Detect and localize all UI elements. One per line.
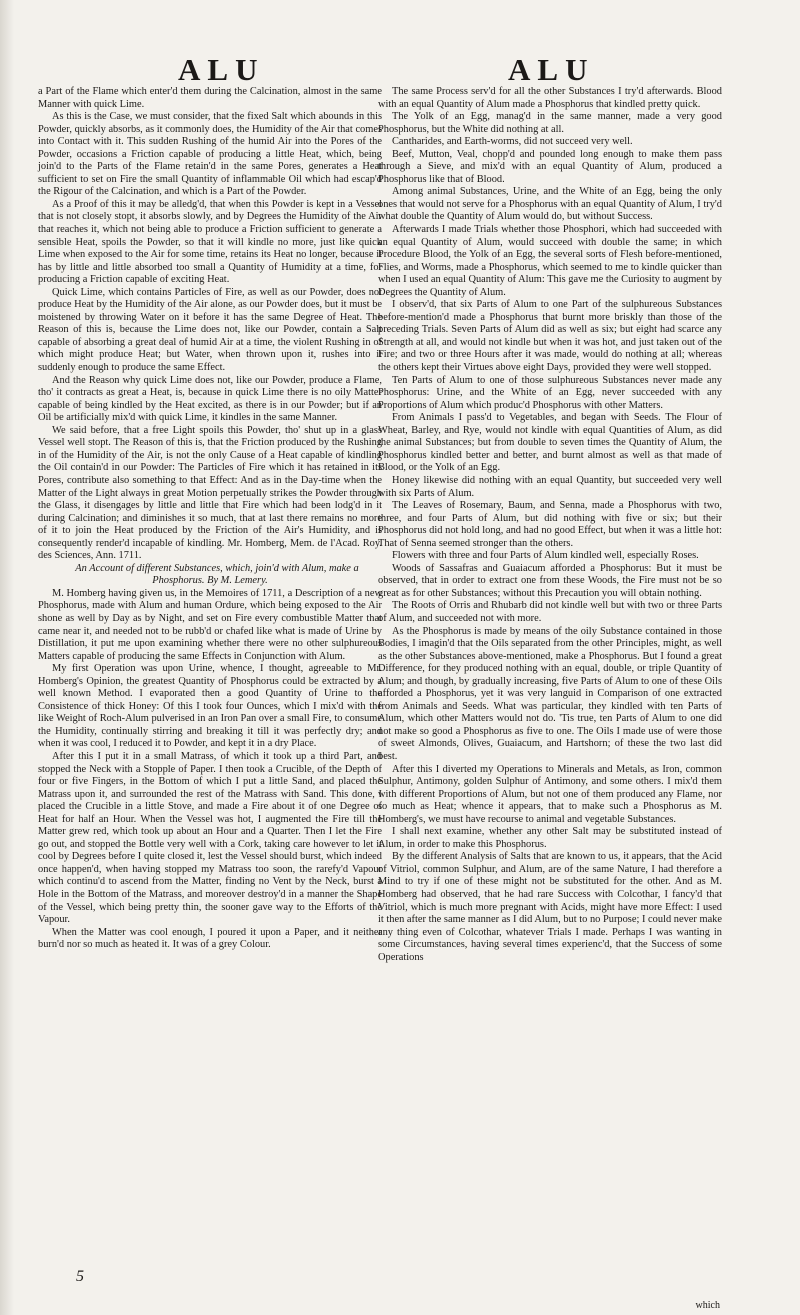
- paragraph: The Roots of Orris and Rhubarb did not kindle well but with two or three Parts of Alum, and succeeded not with more.: [378, 600, 722, 624]
- catchword: which: [695, 1300, 720, 1311]
- running-head-right: ALU: [508, 52, 595, 87]
- paragraph: After this I diverted my Operations to Minerals and Metals, as Iron, common Sulphur, Antimony, golden Sulphur of Antimony, and some others. I mix'd them with different Proportions of Alum, but not one of them produced any Flame, nor so much as Heat; whence it appears, that to make such a Phosphorus as M. Homberg's, we must have recourse to animal and vegetable Substances.: [378, 763, 722, 825]
- paragraph: As the Phosphorus is made by means of the oily Substance contained in those Bodies, I imagin'd that the Oils separated from the other Principles, might, as well as the other Substances above-mentioned, make a Phosphorus. But I found a great Difference, for they produced nothing with an equal, double, or triple Quantity of Alum; and though, by gradually increasing, five Parts of Alum to one of these Oils afforded a Phosphorus, yet it was very languid in Comparison of one extracted from Animals and Seeds. What was particular, they kindled with ten Parts of Alum, which other Matters would not do. 'Tis true, ten Parts of Alum to one did not make so good a Phosphorus as five to one. The Oils I made use of were those of sweet Almonds, Olives, Guaiacum, and Hartshorn; of these the two last did best.: [378, 625, 722, 762]
- paragraph: Among animal Substances, Urine, and the White of an Egg, being the only ones that would not serve for a Phosphorus with an equal Quantity of Alum, I try'd what double the Quantity of Alum would do, but without Success.: [378, 186, 722, 223]
- paragraph: We said before, that a free Light spoils this Powder, tho' shut up in a glass Vessel well stopt. The Reason of this is, that the Friction produced by the Rushing in of the Humidity of the Air, is not the only Cause of a Heat capable of kindling the Oil contain'd in our Powder: The Particles of Fire which it has retained in its Pores, contribute also something to that Effect: And as in the Day-time when the Matter of the Light always in great Motion perpetually strikes the Powder through the Glass, it disengages by little and little that Fire which had been lodg'd in it during Calcination; and diminishes it so much, that at last there remains no more of it to join the Heat produced by the Friction of the Air's Humidity, and is consequently render'd incapable of kindling. Mr. Homberg, Mem. de l'Acad. Roy. des Sciences, Ann. 1711.: [38, 424, 382, 562]
- paragraph: As a Proof of this it may be alledg'd, that when this Powder is kept in a Vessel that is not closely stopt, it absorbs slowly, and by Degrees the Humidity of the Air that reaches it, which not being able to produce a Friction sufficient to generate a sensible Heat, spoils the Powder, so that it will kindle no more, just like quick Lime when exposed to the Air for some time, retains its Heat no longer, because it has by little and little absorbed too small a Quantity of Humidity at a time, for producing a Friction capable of exciting Heat.: [38, 198, 382, 286]
- running-head-left: ALU: [178, 52, 265, 87]
- paragraph: I shall next examine, whether any other Salt may be substituted instead of Alum, in order to make this Phosphorus.: [378, 826, 722, 850]
- section-title: An Account of different Substances, which, join'd with Alum, make a Phosphorus. By M. Lemery.: [75, 562, 359, 587]
- paragraph: M. Homberg having given us, in the Memoires of 1711, a Description of a new Phosphorus, made with Alum and human Ordure, which being exposed to the Air shone as well by Day as by Night, and set on Fire every combustible Matter that came near it, and needed not to be rubb'd or chafed like what is made of Urine by Distillation, it put me upon examining whether there were no other sulphureous Matters capable of producing the same Effects in Conjunction with Alum.: [38, 587, 382, 662]
- paragraph: From Animals I pass'd to Vegetables, and began with Seeds. The Flour of Wheat, Barley, and Rye, would not kindle with equal Quantities of Alum, as did the animal Substances; but from double to seven times the Quantity of Alum, the Phosphorus kindled better and better, and burnt almost as well as that made of Blood, or the Yolk of an Egg.: [378, 412, 722, 474]
- right-column: [378, 86, 722, 964]
- paragraph: The Yolk of an Egg, manag'd in the same manner, made a very good Phosphorus, but the White did nothing at all.: [378, 111, 722, 135]
- paragraph: Honey likewise did nothing with an equal Quantity, but succeeded very well with six Parts of Alum.: [378, 474, 722, 499]
- page-gutter-shadow: [0, 0, 14, 1315]
- paragraph: As this is the Case, we must consider, that the fixed Salt which abounds in this Powder, quickly absorbs, as it commonly does, the Humidity of the Air that comes into Contact with it. This sudden Rushing of the humid Air into the Pores of the Powder, occasions a Friction capable of producing a little Heat, which, being join'd to the Parts of the Flame retain'd in the same Pores, generates a Heat sufficient to set on Fire the small Quantity of inflammable Oil which had escap'd the Rigour of the Calcination, and which is a Part of the Powder.: [38, 111, 382, 198]
- paragraph: Beef, Mutton, Veal, chopp'd and pounded long enough to make them pass through a Sieve, and mix'd with an equal Quantity of Alum, produced a Phosphorus like that of Blood.: [378, 148, 722, 185]
- paragraph: When the Matter was cool enough, I poured it upon a Paper, and it neither burn'd nor so much as heated it. It was of a grey Colour.: [38, 926, 382, 951]
- paragraph: The same Process serv'd for all the other Substances I try'd afterwards. Blood with an equal Quantity of Alum made a Phosphorus that kindled pretty quick.: [378, 86, 722, 110]
- paragraph: Quick Lime, which contains Particles of Fire, as well as our Powder, does not produce Heat by the Humidity of the Air alone, as our Powder does, but it must be moistened by throwing Water on it before it has the same Degree of Heat. The Reason of this is, because the Lime does not, like our Powder, contain a Salt capable of absorbing a great deal of humid Air at a time, the violent Rushing in of which might produce Heat; but Water, when thrown upon it, rushes into it suddenly enough to produce the same Effect.: [38, 286, 382, 374]
- paragraph: I observ'd, that six Parts of Alum to one Part of the sulphureous Substances before-mention'd made a Phosphorus that burnt more briskly than those of the preceding Trials. Seven Parts of Alum did as well as six; but eight had scarce any Strength at all, and would not kindle but when it was hot, and just taken out of the Fire; and two or three Hours after it was made, would do nothing at all; whereas the others kept their Virtues above eight Days, provided they were well stopped.: [378, 299, 722, 374]
- paragraph: And the Reason why quick Lime does not, like our Powder, produce a Flame, tho' it contracts as great a Heat, is, because in quick Lime there is no oily Matter capable of being kindled by the Heat excited, as there is in our Powder; but if an Oil be artificially mix'd with quick Lime, it kindles in the same Manner.: [38, 374, 382, 424]
- paragraph: After this I put it in a small Matrass, of which it took up a third Part, and stopped the Neck with a Stopple of Paper. I then took a Crucible, of the Depth of four or five Fingers, in the Bottom of which I put a little Sand, and placed the Matrass upon it, and surrounded the rest of the Matrass with Sand. This done, I placed the Crucible in a little Stove, and made a Fire about it of one Degree of Heat for half an Hour. When the Vessel was hot, I augmented the Fire till the Matter grew red, which took up about an Hour and a Quarter. Then I let the Fire go out, and stopped the Bottle very well with a Cork, taking care however to let it cool by Degrees before I quite closed it, lest the Vessel should burst, which indeed once happen'd, when having stopped my Matrass too soon, the rarefy'd Vapour which continu'd to ascend from the Matter, finding no Vent by the Neck, burst a Hole in the Bottom of the Matrass, and moreover destroy'd in a manner the Shape of the Vessel, which being pretty thin, the sooner gave way to the Efforts of the Vapour.: [38, 750, 382, 926]
- paragraph: Cantharides, and Earth-worms, did not succeed very well.: [392, 136, 633, 148]
- paragraph: a Part of the Flame which enter'd them during the Calcination, almost in the same Manner with quick Lime.: [38, 86, 382, 110]
- paragraph: Ten Parts of Alum to one of those sulphureous Substances never made any Phosphorus: Urine, and the White of an Egg, never succeeded with any Proportions of Alum which produc'd Phosphorus with other Matters.: [378, 374, 722, 411]
- paragraph: Woods of Sassafras and Guaiacum afforded a Phosphorus: But it must be observed, that in order to extract one from these Woods, the Fire must not be so great as for other Substances; without this Precaution you will obtain nothing.: [378, 562, 722, 599]
- paragraph: Flowers with three and four Parts of Alum kindled well, especially Roses.: [392, 550, 699, 562]
- paragraph: My first Operation was upon Urine, whence, I thought, agreeable to Mr. Homberg's Opinion, the greatest Quantity of Phosphorus could be extracted by a well known Method. I evaporated then a good Quantity of Urine to the Consistence of thick Honey: Of this I took four Ounces, which I mix'd with the like Weight of Roch-Alum pulverised in an Iron Pan over a small Fire, to consume the Humidity, continually stirring and breaking it till it was perfectly dry; and when it was cool, I reduced it to Powder, and kept it in a dry Place.: [38, 663, 382, 750]
- page-number: 5: [76, 1268, 84, 1285]
- paragraph: Afterwards I made Trials whether those Phosphori, which had succeeded with an equal Quantity of Alum, would succeed with double the same; in which Procedure Blood, the Yolk of an Egg, the several sorts of Flesh before-mentioned, Flies, and Worms, made a Phosphorus, which seemed to me to kindle quicker than when I used an equal Quantity of Alum: This gave me the Curiosity to augment by Degrees the Quantity of Alum.: [378, 224, 722, 298]
- paragraph: The Leaves of Rosemary, Baum, and Senna, made a Phosphorus with two, three, and four Parts of Alum, but did nothing with five or six; but their Phosphorus did not hold long, and had no good Effect, but when it was a little hot: That of Senna seemed stronger than the others.: [378, 500, 722, 549]
- left-column: [38, 86, 382, 952]
- paragraph: By the different Analysis of Salts that are known to us, it appears, that the Acid of Vitriol, common Sulphur, and Alum, are of the same Nature, I had therefore a Mind to try if one of these might not be substituted for the other. And as M. Homberg had observed, that he had rare Success with Colcothar, I fancy'd that Vitriol, which is much more pregnant with Acids, might have more Effect: I used it then after the same manner as I did Alum, but to no Purpose; I could never make any thing even of Colcothar, whatever Trials I made. Perhaps I was wanting in some Circumstances, having several times experienc'd, that the Success of some Operations: [378, 851, 722, 963]
